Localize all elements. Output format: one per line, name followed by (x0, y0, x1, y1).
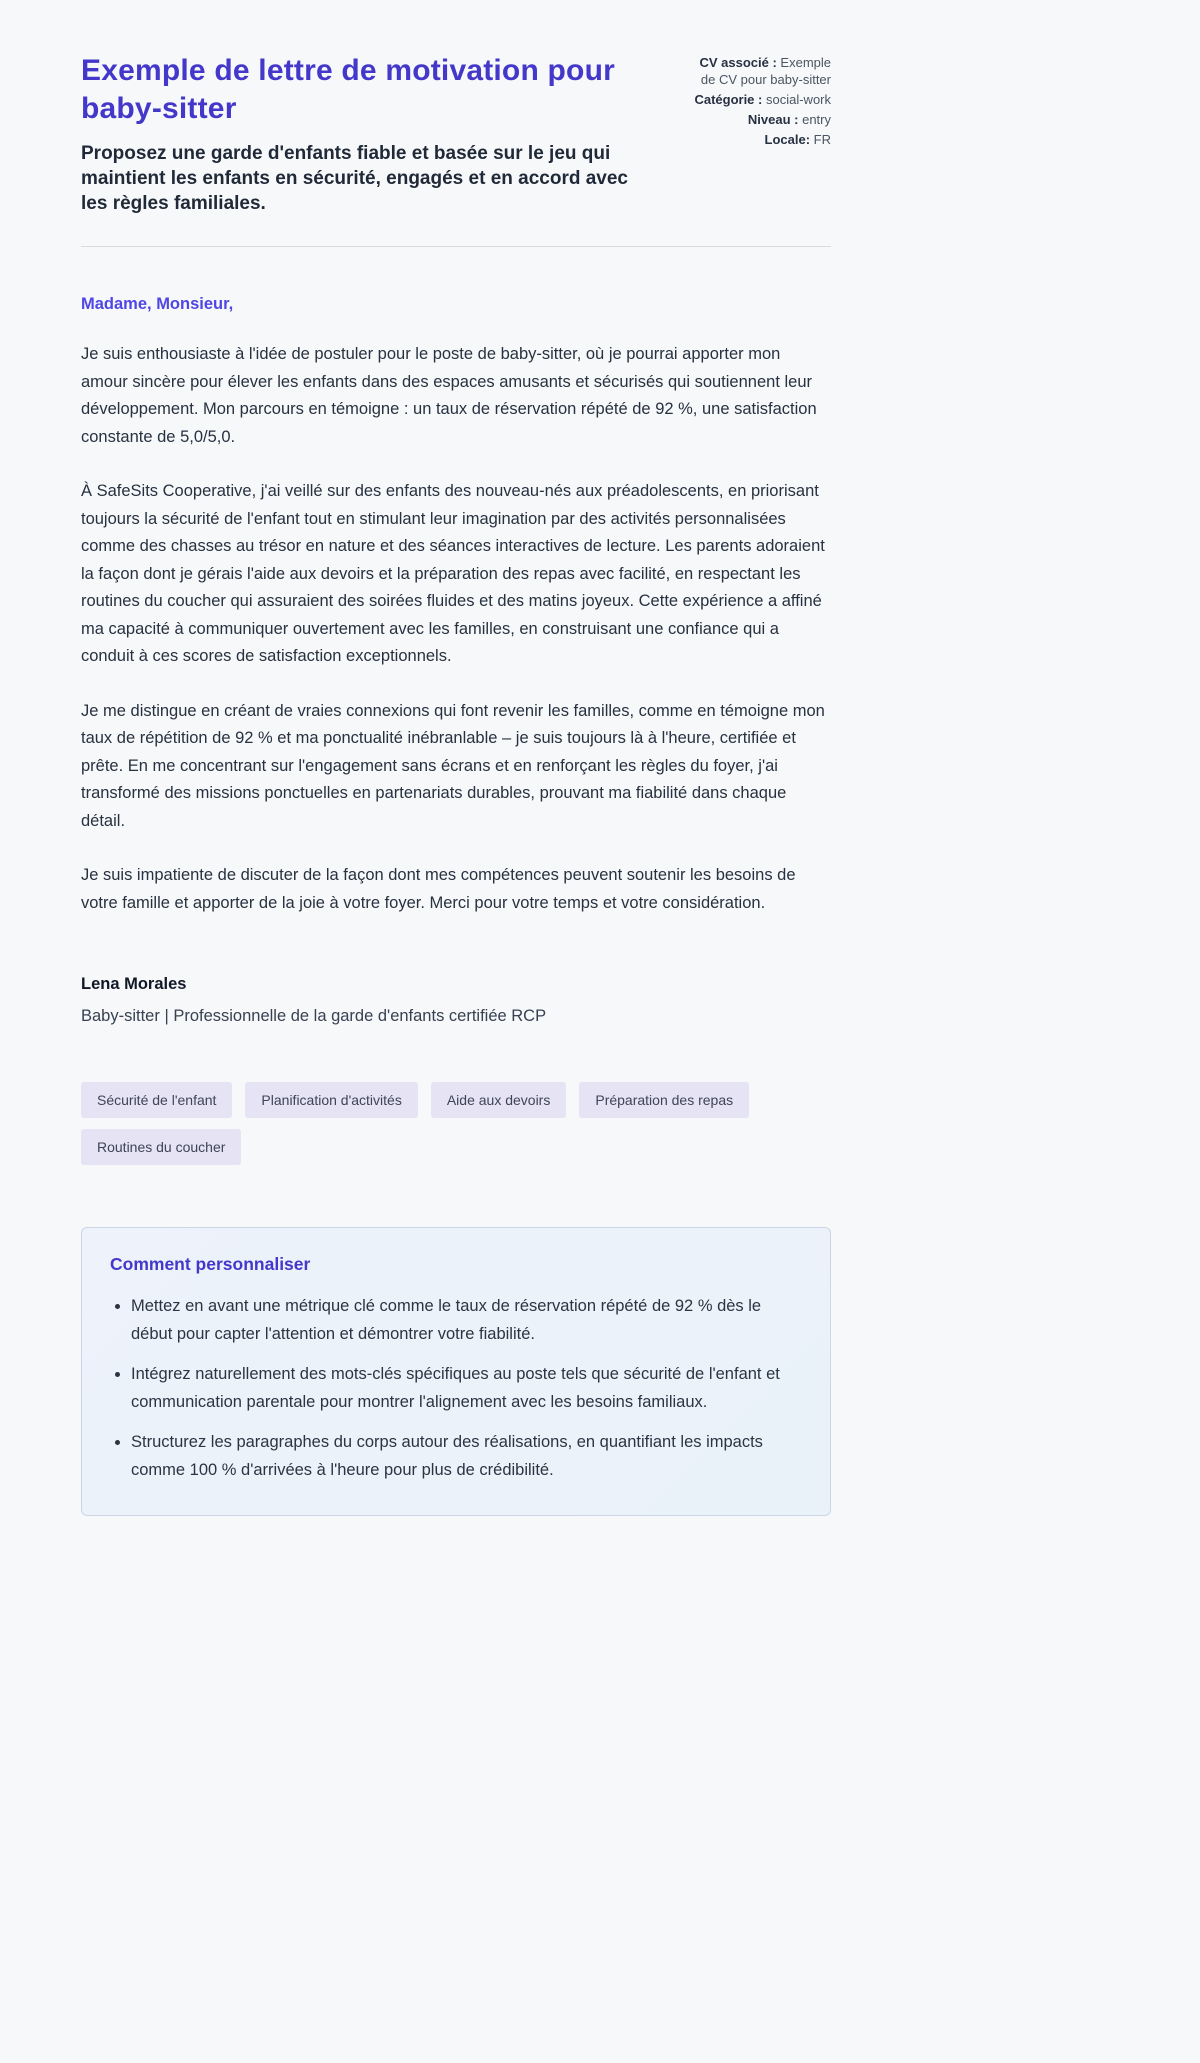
header-title-block (81, 52, 656, 216)
meta-row-cv (691, 54, 831, 88)
header-divider (81, 246, 831, 247)
skill-tag: Préparation des repas (579, 1082, 749, 1118)
page-title: Exemple de lettre de motivation pour baby-sitter (81, 54, 615, 125)
signature-name: Lena Morales (81, 975, 187, 993)
tips-list (110, 1293, 802, 1484)
meta-value-category: social-work (765, 92, 831, 107)
meta-label-locale: Locale: (764, 132, 811, 147)
signature-title: Baby-sitter | Professionnelle de la garde d'enfants certifiée RCP (81, 1007, 547, 1025)
meta-value-level: entry (802, 112, 831, 127)
letter-paragraph: Je me distingue en créant de vraies connexions qui font revenir les familles, comme en témoigne mon taux de répétition de 92 % et ma ponctualité inébranlable – je suis toujours là à l'heure, certifiée et prête. En me concentrant sur l'engagement sans écrans et en renforçant les règles du foyer, j'ai transformé des missions ponctuelles en partenariats durables, prouvant ma fiabilité dans chaque détail. (81, 701, 825, 830)
page-header (81, 52, 831, 216)
customization-tips-box (81, 1227, 831, 1516)
tip-item: • Mettez en avant une métrique clé comme le taux de réservation répété de 92 % dès le début pour capter l'attention et démontrer votre fiabilité. (131, 1293, 802, 1348)
meta-row-category (691, 91, 831, 108)
skill-tag: Aide aux devoirs (431, 1082, 567, 1118)
letter-body (81, 295, 831, 1026)
skill-tag: Routines du coucher (81, 1129, 241, 1165)
skill-tag: Planification d'activités (245, 1082, 417, 1118)
skill-tag-list (81, 1082, 831, 1165)
tip-item: • Structurez les paragraphes du corps autour des réalisations, en quantifiant les impacts comme 100 % d'arrivées à l'heure pour plus de crédibilité. (131, 1429, 802, 1484)
meta-value-cv: Exemple de CV pour baby-sitter (700, 55, 831, 87)
meta-label-level: Niveau : (747, 112, 799, 127)
letter-greeting: Madame, Monsieur, (81, 295, 234, 313)
letter-paragraph: Je suis impatiente de discuter de la façon dont mes compétences peuvent soutenir les besoins de votre famille et apporter de la joie à votre foyer. Merci pour votre temps et votre considération. (81, 866, 796, 912)
meta-label-cv: CV associé : (699, 55, 777, 70)
tip-item: • Intégrez naturellement des mots-clés spécifiques au poste tels que sécurité de l'enfant et communication parentale pour montrer l'alignement avec les besoins familiaux. (131, 1361, 802, 1416)
page-container (81, 0, 831, 1516)
letter-paragraph: À SafeSits Cooperative, j'ai veillé sur des enfants des nouveau-nés aux préadolescents, en priorisant toujours la sécurité de l'enfant tout en stimulant leur imagination par des activités personnalisées comme des chasses au trésor en nature et des séances interactives de lecture. Les parents adoraient la façon dont je gérais l'aide aux devoirs et la préparation des repas avec facilité, en respectant les routines du coucher qui assuraient des soirées fluides et des matins joyeux. Cette expérience a affiné ma capacité à communiquer ouvertement avec les familles, en construisant une confiance qui a conduit à ces scores de satisfaction exceptionnels. (81, 482, 825, 665)
skill-tag: Sécurité de l'enfant (81, 1082, 232, 1118)
meta-value-locale: FR (813, 132, 831, 147)
meta-row-locale (691, 131, 831, 148)
meta-label-category: Catégorie : (694, 92, 763, 107)
meta-row-level (691, 111, 831, 128)
page-subtitle: Proposez une garde d'enfants fiable et basée sur le jeu qui maintient les enfants en sécurité, engagés et en accord avec les règles familiales. (81, 143, 628, 214)
tips-title: Comment personnaliser (110, 1254, 311, 1274)
letter-paragraph: Je suis enthousiaste à l'idée de postuler pour le poste de baby-sitter, où je pourrai apporter mon amour sincère pour élever les enfants dans des espaces amusants et sécurisés qui soutiennent leur développement. Mon parcours en témoigne : un taux de réservation répété de 92 %, une satisfaction constante de 5,0/5,0. (81, 345, 817, 446)
meta-block (691, 52, 831, 151)
